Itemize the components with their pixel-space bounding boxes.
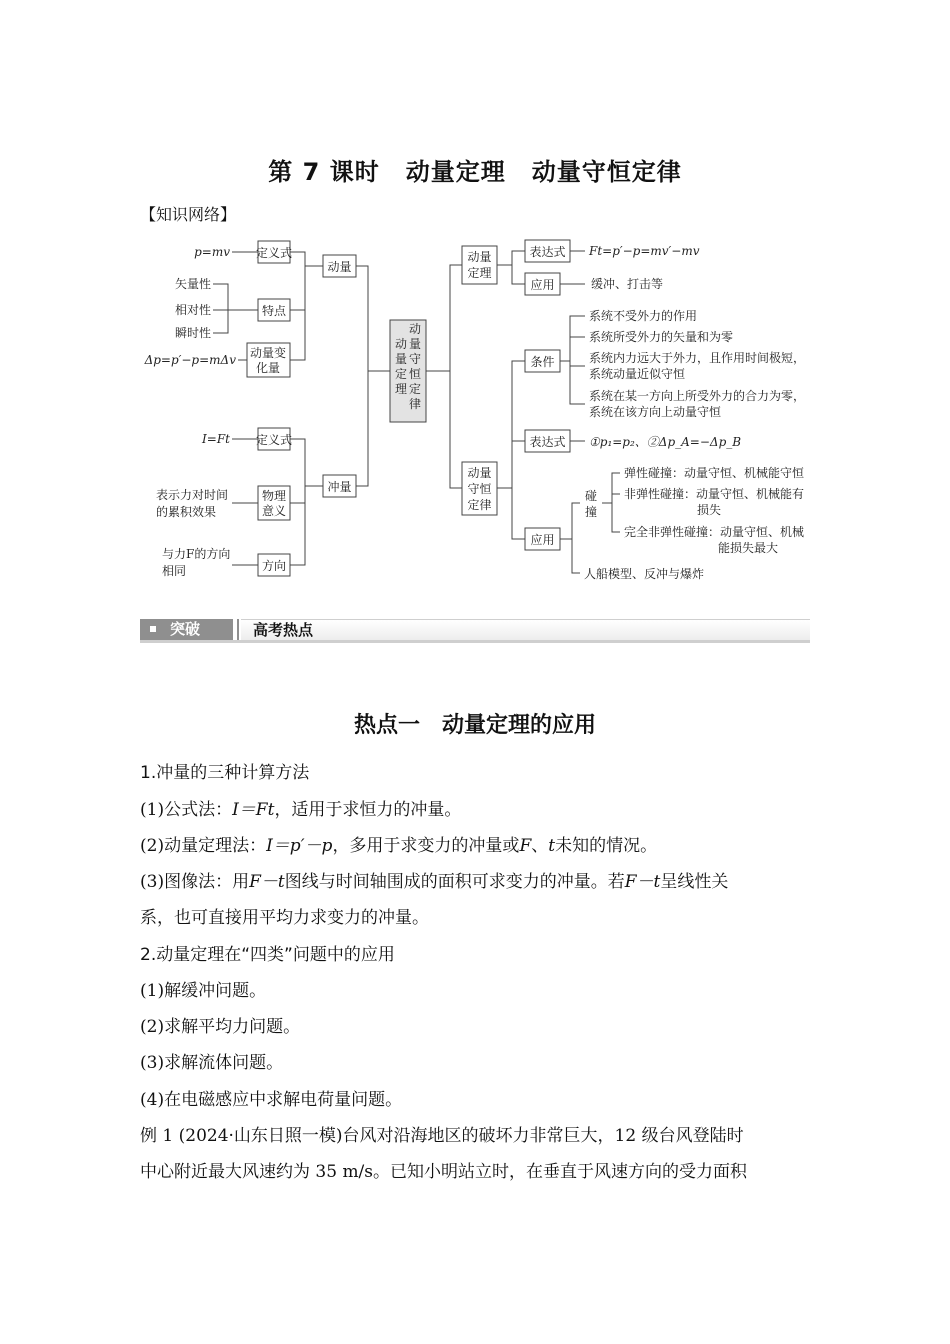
direction-label: 方向 <box>261 559 287 573</box>
condition-item: 系统动量近似守恒 <box>589 367 686 381</box>
direction-text-1: 与力F的方向 <box>162 547 231 561</box>
knowledge-network-label: 【知识网络】 <box>140 205 237 224</box>
momentum-definition-label: 定义式 <box>255 246 293 260</box>
physical-meaning-text-2: 的累积效果 <box>156 505 217 519</box>
theorem-label-1: 动量 <box>467 250 492 264</box>
condition-item: 系统在该方向上动量守恒 <box>589 405 722 419</box>
momentum-change-label-1: 动量变 <box>249 346 287 360</box>
vertical-char: 撞 <box>584 505 598 519</box>
vertical-char: 碰 <box>584 489 598 503</box>
banner-right: 高考热点 <box>241 619 810 640</box>
list-item: (1)解缓冲问题。 <box>140 981 267 1001</box>
list-item: (4)在电磁感应中求解电荷量问题。 <box>140 1090 403 1110</box>
theorem-expression-label: 表达式 <box>529 245 566 259</box>
vertical-char: 量 <box>408 337 422 351</box>
direction-text-2: 相同 <box>162 564 187 578</box>
condition-item: 系统内力远大于外力，且作用时间极短， <box>589 351 806 365</box>
vertical-char: 定 <box>408 382 422 396</box>
vertical-char: 守 <box>408 352 422 366</box>
condition-item: 系统所受外力的矢量和为零 <box>589 330 734 344</box>
theorem-expression-formula: Ft=p′−p=mv′−mv <box>589 244 700 258</box>
conservation-expression-label: 表达式 <box>529 435 566 449</box>
theorem-application-label: 应用 <box>530 278 555 292</box>
section-title: 热点一 动量定理的应用 <box>353 713 597 738</box>
paragraph: (2)动量定理法：I＝p′－p，多用于求变力的冲量或F、t未知的情况。 <box>140 836 658 856</box>
list-item: (2)求解平均力问题。 <box>140 1017 301 1037</box>
conditions-label: 条件 <box>530 355 555 369</box>
vertical-char: 理 <box>394 382 408 396</box>
example-line: 中心附近最大风速约为 35 m/s。已知小明站立时，在垂直于风速方向的受力面积 <box>140 1162 748 1182</box>
momentum-change-label-2: 化量 <box>255 361 281 375</box>
conservation-label-2: 守恒 <box>467 482 492 496</box>
feature-item: 相对性 <box>174 303 211 317</box>
impulse-label: 冲量 <box>327 480 352 494</box>
conservation-application-label: 应用 <box>530 533 555 547</box>
condition-item: 系统在某一方向上所受外力的合力为零， <box>589 389 806 403</box>
vertical-char: 律 <box>408 397 422 411</box>
paragraph: (1)公式法：I＝Ft，适用于求恒力的冲量。 <box>140 800 462 820</box>
physical-meaning-text-1: 表示力对时间 <box>156 488 229 502</box>
vertical-char: 恒 <box>408 367 422 381</box>
impulse-definition-label: 定义式 <box>255 433 293 447</box>
condition-item: 系统不受外力的作用 <box>589 309 698 323</box>
heading-2: 2.动量定理在“四类”问题中的应用 <box>140 945 395 965</box>
collision-item: 能损失最大 <box>718 541 779 555</box>
collision-item: 弹性碰撞：动量守恒、机械能守恒 <box>624 466 805 480</box>
vertical-char: 定 <box>394 367 408 381</box>
physical-meaning-label-2: 意义 <box>261 504 287 518</box>
momentum-label: 动量 <box>327 260 352 274</box>
impulse-definition-formula: I=Ft <box>202 432 230 446</box>
vertical-char: 量 <box>394 352 408 366</box>
heading-1: 1.冲量的三种计算方法 <box>140 763 310 783</box>
vertical-char: 动 <box>408 322 422 336</box>
physical-meaning-label-1: 物理 <box>261 489 287 503</box>
list-item: (3)求解流体问题。 <box>140 1053 284 1073</box>
paragraph: (3)图像法：用F－t图线与时间轴围成的面积可求变力的冲量。若F－t呈线性关 <box>140 872 729 892</box>
collision-label <box>585 488 597 519</box>
momentum-definition-formula: p=mv <box>194 245 230 259</box>
banner-left: 突破 <box>140 619 233 640</box>
theorem-application-text: 缓冲、打击等 <box>591 277 664 291</box>
section-banner <box>140 617 810 643</box>
collision-item: 完全非弹性碰撞：动量守恒、机械 <box>624 525 805 539</box>
paragraph: 系，也可直接用平均力求变力的冲量。 <box>140 908 429 928</box>
feature-item: 瞬时性 <box>174 326 211 340</box>
conservation-label-3: 定律 <box>467 498 492 512</box>
theorem-label-2: 定理 <box>467 266 492 280</box>
knowledge-network-diagram <box>0 0 950 600</box>
vertical-char: 动 <box>394 337 408 351</box>
momentum-change-formula: Δp=p′−p=mΔv <box>144 353 236 367</box>
feature-label: 特点 <box>261 304 287 318</box>
conservation-expression-formula: ①p₁=p₂、②Δp_A=−Δp_B <box>589 435 742 449</box>
example-line: 例 1 (2024·山东日照一模)台风对沿海地区的破坏力非常巨大，12 级台风登陆时 <box>140 1126 744 1146</box>
conservation-label-1: 动量 <box>467 466 492 480</box>
other-application: 人船模型、反冲与爆炸 <box>584 567 705 581</box>
collision-item: 损失 <box>697 503 722 517</box>
page-title: 第 7 课时 动量定理 动量守恒定律 <box>268 158 682 186</box>
collision-item: 非弹性碰撞：动量守恒、机械能有 <box>624 487 805 501</box>
feature-item: 矢量性 <box>174 277 211 291</box>
